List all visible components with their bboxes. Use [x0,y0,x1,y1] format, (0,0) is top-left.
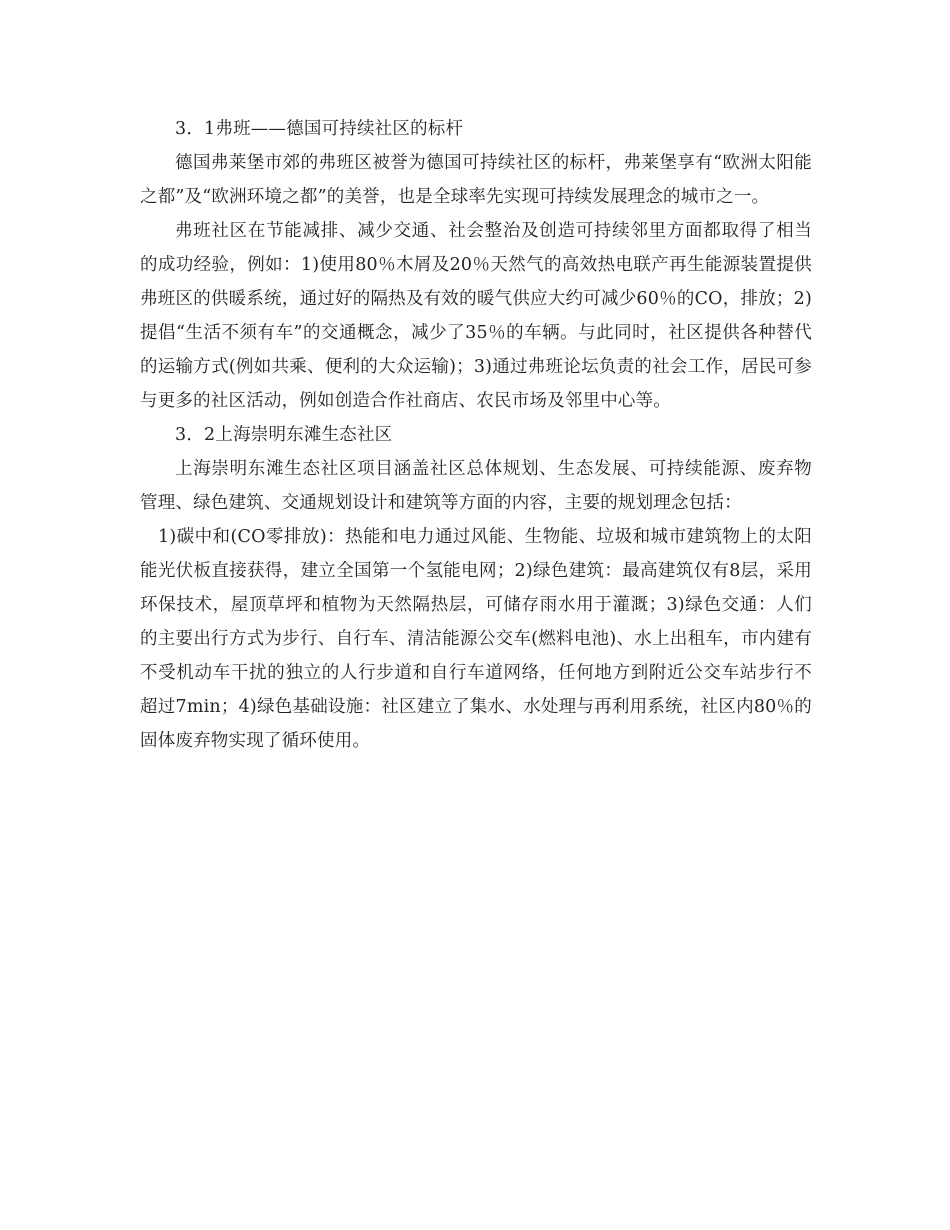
paragraph-dongtan-principles: 1)碳中和(CO零排放)：热能和电力通过风能、生物能、垃圾和城市建筑物上的太阳能光伏板直接获得，建立全国第一个氢能电网；2)绿色建筑：最高建筑仅有8层，采用环保技术，屋顶草坪和植物为天然隔热层，可储存雨水用于灌溉；3)绿色交通：人们的主要出行方式为步行、自行车、清洁能源公交车(燃料电池)、水上出租车，市内建有不受机动车干扰的独立的人行步道和自行车道网络，任何地方到附近公交车站步行不超过7min；4)绿色基础设施：社区建立了集水、水处理与再利用系统，社区内80％的固体废弃物实现了循环使用。 [140,527,812,751]
paragraph-vauban-experience: 弗班社区在节能减排、减少交通、社会整治及创造可持续邻里方面都取得了相当的成功经验，例如：1)使用80％木屑及20％天然气的高效热电联产再生能源装置提供弗班区的供暖系统，通过好的隔热及有效的暖气供应大约可减少60％的CO，排放；2)提倡“生活不须有车”的交通概念，减少了35％的车辆。与此同时，社区提供各种替代的运输方式(例如共乘、便利的大众运输)；3)通过弗班论坛负责的社会工作，居民可参与更多的社区活动，例如创造合作社商店、农民市场及邻里中心等。 [140,221,812,411]
document-body [140,112,812,758]
paragraph-dongtan-intro: 上海崇明东滩生态社区项目涵盖社区总体规划、生态发展、可持续能源、废弃物管理、绿色建筑、交通规划设计和建筑等方面的内容，主要的规划理念包括： [140,459,812,513]
paragraph-vauban-intro: 德国弗莱堡市郊的弗班区被誉为德国可持续社区的标杆，弗莱堡享有“欧洲太阳能之都”及“欧洲环境之都”的美誉，也是全球率先实现可持续发展理念的城市之一。 [140,153,812,207]
section-heading-dongtan: 3．2上海崇明东滩生态社区 [175,425,393,445]
section-heading-vauban: 3．1弗班——德国可持续社区的标杆 [175,119,464,139]
